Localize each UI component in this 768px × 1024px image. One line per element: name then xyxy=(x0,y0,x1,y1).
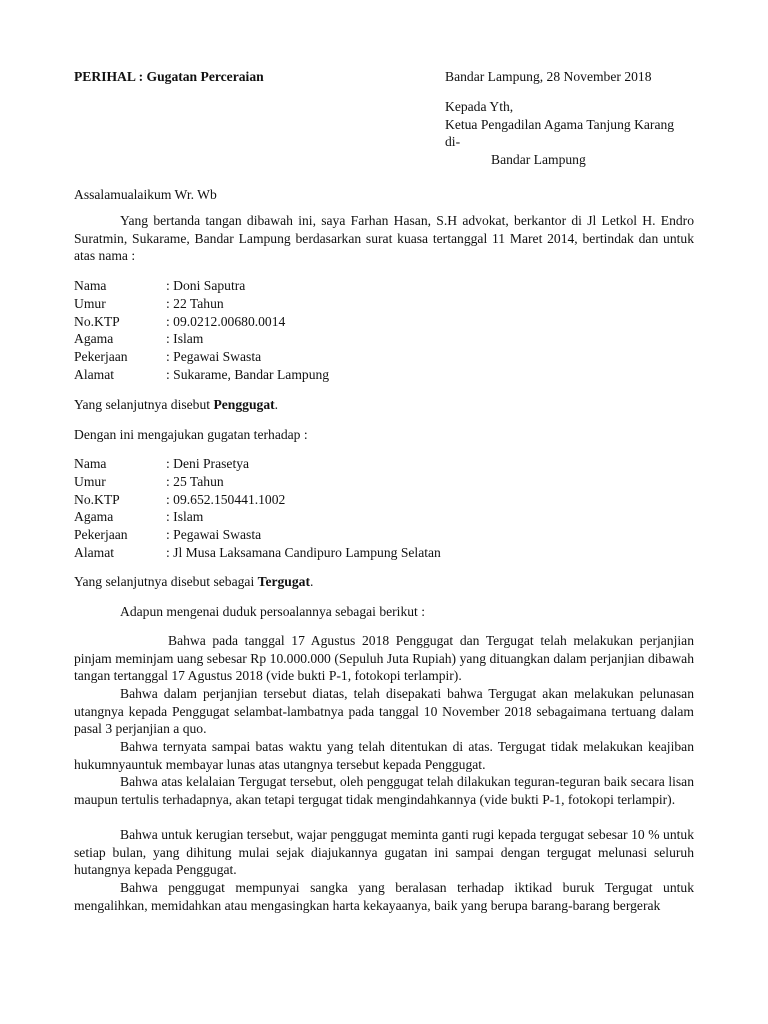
identity-value: : Pegawai Swasta xyxy=(166,349,262,364)
identity-label: Alamat xyxy=(74,544,115,560)
case-paragraph: Bahwa untuk kerugian tersebut, wajar penggugat meminta ganti rugi kepada tergugat sebesar 10 % untuk setiap bulan, yang dihitung mulai sejak diajukannya gugatan ini sampai dengan tergugat melunasi seluruh hutangnya kepada Penggugat. xyxy=(74,827,694,877)
identity-value: : Pegawai Swasta xyxy=(166,527,262,542)
identity-value: : Jl Musa Laksamana Candipuro Lampung Selatan xyxy=(166,544,441,560)
identity-row xyxy=(74,473,694,491)
identity-value: : 22 Tahun xyxy=(166,295,224,311)
plaintiff-designation xyxy=(74,396,278,414)
identity-label: Agama xyxy=(74,509,114,525)
identity-row xyxy=(74,366,694,384)
identity-row xyxy=(74,330,694,348)
identity-value: : 09.0212.00680.0014 xyxy=(166,313,286,329)
case-paragraph: Bahwa penggugat mempunyai sangka yang beralasan terhadap iktikad buruk Tergugat untuk mengalihkan, memidahkan atau mengasingkan harta kekayaanya, baik yang berupa barang-barang bergerak xyxy=(74,880,694,913)
recipient-city: Bandar Lampung xyxy=(491,152,586,167)
case-paragraph: Bahwa atas kelalaian Tergugat tersebut, oleh penggugat telah dilakukan teguran-teguran baik secara lisan maupun tertulis terhadapnya, akan tetapi tergugat tidak mengindahkannya (vide bukti P-1, fotokopi terlampir). xyxy=(74,774,694,807)
identity-row xyxy=(74,544,694,562)
identity-label: Nama xyxy=(74,278,107,293)
subject-line: PERIHAL : Gugatan Perceraian xyxy=(74,69,264,84)
identity-label: Agama xyxy=(74,331,114,347)
identity-label: Umur xyxy=(74,473,106,489)
identity-row xyxy=(74,526,694,544)
case-paragraph: Bahwa ternyata sampai batas waktu yang telah ditentukan di atas. Tergugat tidak melakukan keajiban hukumnyauntuk membayar lunas atas utangnya tersebut kepada Penggugat. xyxy=(74,739,694,772)
designation-period: . xyxy=(310,574,314,589)
identity-label: Umur xyxy=(74,295,106,311)
designation-term: Tergugat xyxy=(257,574,310,589)
identity-value: : Deni Prasetya xyxy=(166,456,250,471)
identity-row xyxy=(74,491,694,509)
identity-label: No.KTP xyxy=(74,491,120,507)
identity-row xyxy=(74,277,694,295)
recipient-greeting: Kepada Yth, xyxy=(445,99,514,114)
plaintiff-identity xyxy=(74,277,694,384)
against-line: Dengan ini mengajukan gugatan terhadap : xyxy=(74,427,308,442)
place-date: Bandar Lampung, 28 November 2018 xyxy=(445,69,652,84)
defendant-identity xyxy=(74,455,694,562)
defendant-designation xyxy=(74,573,313,591)
identity-row xyxy=(74,295,694,313)
recipient-name: Ketua Pengadilan Agama Tanjung Karang xyxy=(445,117,675,132)
identity-value: : Islam xyxy=(166,331,204,347)
designation-text: Yang selanjutnya disebut xyxy=(74,397,214,412)
case-paragraph: Bahwa pada tanggal 17 Agustus 2018 Penggugat dan Tergugat telah melakukan perjanjian pinjam meminjam uang sebesar Rp 10.000.000 (Sepuluh Juta Rupiah) yang dituangkan dalam perjanjian dibawah tangan tertanggal 17 Agustus 2018 (vide bukti P-1, fotokopi terlampir). xyxy=(74,633,694,683)
identity-value: : 09.652.150441.1002 xyxy=(166,491,286,507)
case-paragraph: Bahwa dalam perjanjian tersebut diatas, telah disepakati bahwa Tergugat akan melakukan pelunasan utangnya kepada Penggugat selambat-lambatnya pada tanggal 10 November 2018 sebagaimana tertuang dalam pasal 3 perjanjian a quo. xyxy=(74,686,694,736)
intro-paragraph: Yang bertanda tangan dibawah ini, saya Farhan Hasan, S.H advokat, berkantor di Jl Letkol H. Endro Suratmin, Sukarame, Bandar Lampung berdasarkan surat kuasa tertanggal 11 Maret 2014, bertindak dan untuk atas nama : xyxy=(74,213,694,263)
designation-period: . xyxy=(274,397,279,412)
identity-row xyxy=(74,313,694,331)
identity-row xyxy=(74,348,694,366)
identity-label: Pekerjaan xyxy=(74,349,128,364)
case-intro: Adapun mengenai duduk persoalannya sebagai berikut : xyxy=(120,604,426,619)
recipient-di: di- xyxy=(445,134,461,149)
identity-label: Pekerjaan xyxy=(74,527,128,542)
identity-value: : Doni Saputra xyxy=(166,278,246,293)
identity-value: : Sukarame, Bandar Lampung xyxy=(166,366,330,382)
identity-label: Nama xyxy=(74,456,107,471)
identity-label: Alamat xyxy=(74,366,115,382)
identity-row xyxy=(74,508,694,526)
identity-label: No.KTP xyxy=(74,313,120,329)
designation-term: Penggugat xyxy=(213,397,275,412)
identity-row xyxy=(74,455,694,473)
identity-value: : 25 Tahun xyxy=(166,473,224,489)
salutation: Assalamualaikum Wr. Wb xyxy=(74,187,217,202)
designation-text: Yang selanjutnya disebut sebagai xyxy=(74,574,258,589)
identity-value: : Islam xyxy=(166,509,204,525)
